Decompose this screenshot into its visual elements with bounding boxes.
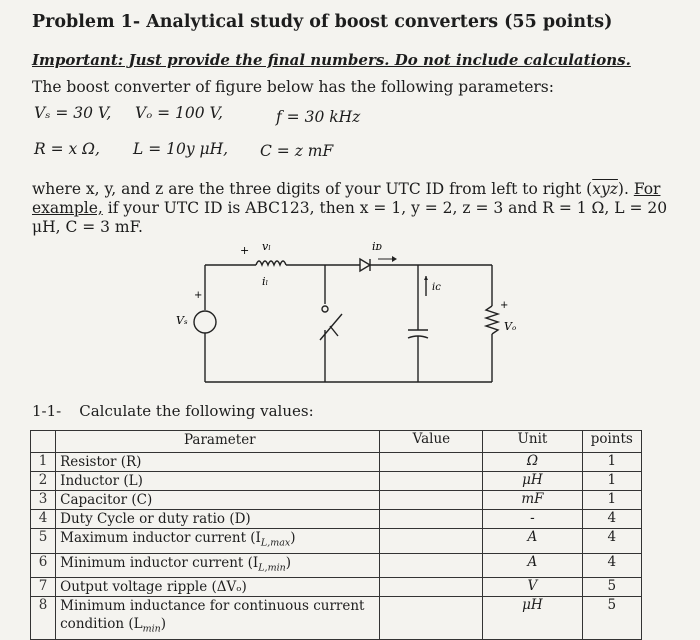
vs-label: Vₛ xyxy=(176,314,188,327)
header-points: points xyxy=(582,431,641,453)
table-row xyxy=(31,553,642,578)
important-note: Important: Just provide the final numbers. Do not include calculations. xyxy=(32,51,631,69)
diode-icon xyxy=(360,259,370,271)
param-c: C = z mF xyxy=(260,142,334,160)
header-unit: Unit xyxy=(483,431,582,453)
param-vo: Vₒ = 100 V, xyxy=(135,104,223,122)
xyz-overline: $\overline{xyz}$ xyxy=(592,180,618,198)
row-parameter: Output voltage ripple (ΔVₒ) xyxy=(56,578,380,597)
row-parameter: Minimum inductor current $(I_{L,min})$ xyxy=(56,553,380,578)
row-unit: V xyxy=(483,578,582,597)
vo-plus: + xyxy=(500,300,509,311)
param-r: R = x Ω, xyxy=(34,140,100,158)
header-value: Value xyxy=(380,431,483,453)
row-unit: mF xyxy=(483,491,582,510)
intro-text: The boost converter of figure below has the following parameters: xyxy=(32,78,554,96)
row-value-input[interactable] xyxy=(380,472,483,491)
row-value-input[interactable] xyxy=(380,529,483,554)
param-f: f = 30 kHz xyxy=(276,108,361,126)
table-header-row xyxy=(31,431,642,453)
param-l: L = 10y μH, xyxy=(133,140,229,158)
vs-plus: + xyxy=(194,290,203,301)
row-value-input[interactable] xyxy=(380,491,483,510)
vl-plus: + xyxy=(240,244,250,257)
voltage-source-icon xyxy=(194,311,216,333)
row-parameter: Inductor (L) xyxy=(56,472,380,491)
row-points: 4 xyxy=(582,553,641,578)
row-value-input[interactable] xyxy=(380,578,483,597)
vl-label: vₗ xyxy=(262,240,271,253)
row-parameter: Resistor (R) xyxy=(56,453,380,472)
where-paragraph: where x, y, and z are the three digits of your UTC ID from left to right $(\overline{xyz})$. For example, if your UTC ID is ABC123, then x = 1, y = 2, z = 3 and R = 1 Ω, L = 20 μH, C = 3 mF. xyxy=(32,180,668,236)
row-unit: μH xyxy=(483,472,582,491)
parameter-table xyxy=(30,430,642,640)
vo-label: Vₒ xyxy=(504,320,517,333)
id-label: iᴅ xyxy=(372,240,382,253)
row-value-input[interactable] xyxy=(380,510,483,529)
row-value-input[interactable] xyxy=(380,597,483,640)
row-number: 6 xyxy=(31,553,56,578)
row-points: 4 xyxy=(582,529,641,554)
section-heading: 1-1- Calculate the following values: xyxy=(32,402,314,420)
row-number: 1 xyxy=(31,453,56,472)
row-number: 5 xyxy=(31,529,56,554)
resistor-icon xyxy=(486,306,498,334)
row-unit: A xyxy=(483,529,582,554)
row-unit: μH xyxy=(483,597,582,640)
row-points: 4 xyxy=(582,510,641,529)
param-vs: Vₛ = 30 V, xyxy=(34,104,112,122)
row-value-input[interactable] xyxy=(380,453,483,472)
row-number: 3 xyxy=(31,491,56,510)
row-number: 8 xyxy=(31,597,56,640)
table-row xyxy=(31,597,642,640)
table-row xyxy=(31,472,642,491)
row-value-input[interactable] xyxy=(380,553,483,578)
row-parameter: Minimum inductance for continuous current condition $(L_{min})$ xyxy=(56,597,380,640)
row-points: 1 xyxy=(582,491,641,510)
row-unit: Ω xyxy=(483,453,582,472)
table-row xyxy=(31,491,642,510)
row-parameter: Maximum inductor current $(I_{L,max})$ xyxy=(56,529,380,554)
row-number: 7 xyxy=(31,578,56,597)
row-number: 2 xyxy=(31,472,56,491)
row-points: 1 xyxy=(582,453,641,472)
table-row xyxy=(31,578,642,597)
header-parameter: Parameter xyxy=(56,431,380,453)
ic-label: iᴄ xyxy=(432,282,441,293)
table-row xyxy=(31,453,642,472)
row-unit: - xyxy=(483,510,582,529)
row-points: 1 xyxy=(582,472,641,491)
table-row xyxy=(31,510,642,529)
row-parameter: Capacitor (C) xyxy=(56,491,380,510)
table-row xyxy=(31,529,642,554)
row-points: 5 xyxy=(582,578,641,597)
row-unit: A xyxy=(483,553,582,578)
row-number: 4 xyxy=(31,510,56,529)
il-label: iₗ xyxy=(262,275,269,288)
boost-converter-circuit xyxy=(170,232,530,387)
problem-title: Problem 1- Analytical study of boost converters (55 points) xyxy=(32,12,613,32)
example-link: For example, xyxy=(32,180,661,217)
row-points: 5 xyxy=(582,597,641,640)
inductor-icon xyxy=(256,261,286,265)
row-parameter: Duty Cycle or duty ratio (D) xyxy=(56,510,380,529)
